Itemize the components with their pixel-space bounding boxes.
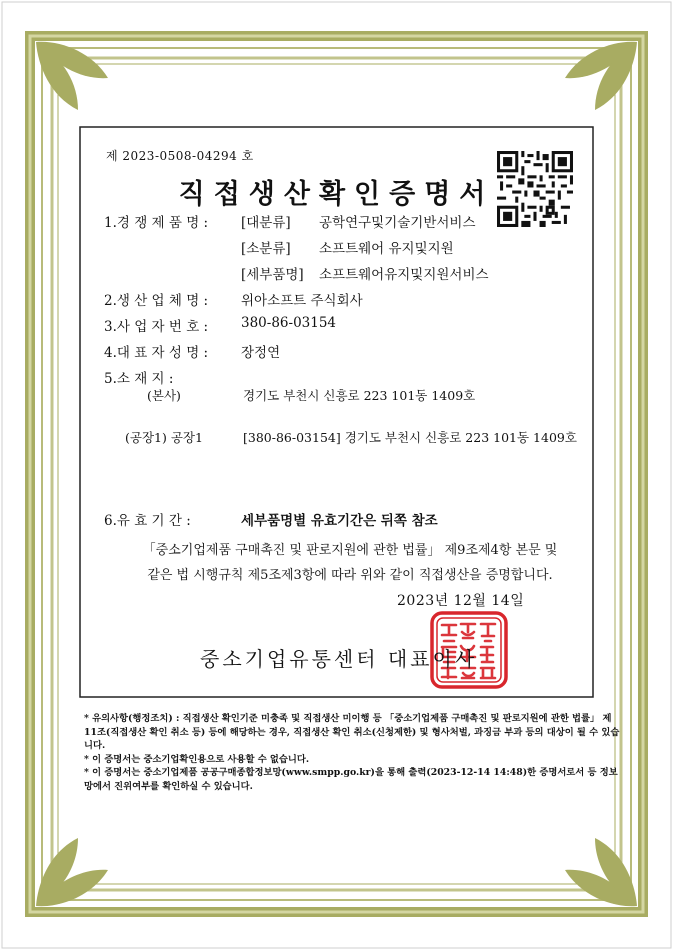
address-label: 5.소 재 지 : [104,371,174,387]
product-major-value: 공학연구및기술기반서비스 [319,215,476,231]
validity-value: 세부품명별 유효기간은 뒤쪽 참조 [241,513,438,529]
product-detail-tag: [세부품명] [241,267,304,283]
notes-section [84,712,624,793]
business-number-label: 3.사 업 자 번 호 : [104,319,209,335]
statement-line-2: 같은 법 시행규칙 제5조제3항에 따라 위와 같이 직접생산을 증명합니다. [147,568,553,583]
note-item: * 이 증명서는 중소기업확인용으로 사용할 수 없습니다. [84,753,310,765]
validity-label: 6.유 효 기 간 : [104,513,191,529]
issue-date: 2023년 12월 14일 [397,593,525,609]
hq-label: (본사) [147,388,181,403]
hq-address: 경기도 부천시 신흥로 223 101동 1409호 [243,388,476,403]
product-detail-value: 소프트웨어유지및지원서비스 [319,267,489,283]
certificate-title: 직접생산확인증명서 [178,179,495,210]
issuer-name: 중소기업유통센터 대표이사 [200,647,478,671]
statement-line-1: 「중소기업제품 구매촉진 및 판로지원에 관한 법률」 제9조제4항 본문 및 [142,543,558,558]
company-label: 2.생 산 업 체 명 : [104,293,209,309]
factory-label: (공장1) 공장1 [125,430,203,445]
representative-label: 4.대 표 자 성 명 : [104,345,209,361]
product-minor-value: 소프트웨어 유지및지원 [319,241,454,257]
certificate-number: 제 2023-0508-04294 호 [106,149,254,163]
product-major-tag: [대분류] [241,215,291,231]
company-value: 위아소프트 주식회사 [241,293,363,309]
note-item: * 이 증명서는 중소기업제품 공공구매종합정보망(www.smpp.go.kr)을 통해 출력(2023-12-14 14:48)한 증명서로서 등 정보망에서 진위여부를 확인하실 수 있습니다. [84,767,618,792]
business-number-value: 380-86-03154 [241,315,337,331]
factory-address: [380-86-03154] 경기도 부천시 신흥로 223 101동 1409호 [243,430,577,445]
representative-value: 장정연 [241,345,281,361]
note-item: * 유의사항(행정조치) : 직접생산 확인기준 미충족 및 직접생산 미이행 등 「중소기업제품 구매촉진 및 판로지원에 관한 법률」 제11조(직접생산 확인 취소 등) 등에 해당하는 경우, 직접생산 확인 취소(신청제한) 및 형사처벌, 과징금 부과 등의 대상이 될 수 있습니다. [84,713,620,751]
product-label: 1.경 쟁 제 품 명 : [104,215,209,231]
product-minor-tag: [소분류] [241,241,291,257]
